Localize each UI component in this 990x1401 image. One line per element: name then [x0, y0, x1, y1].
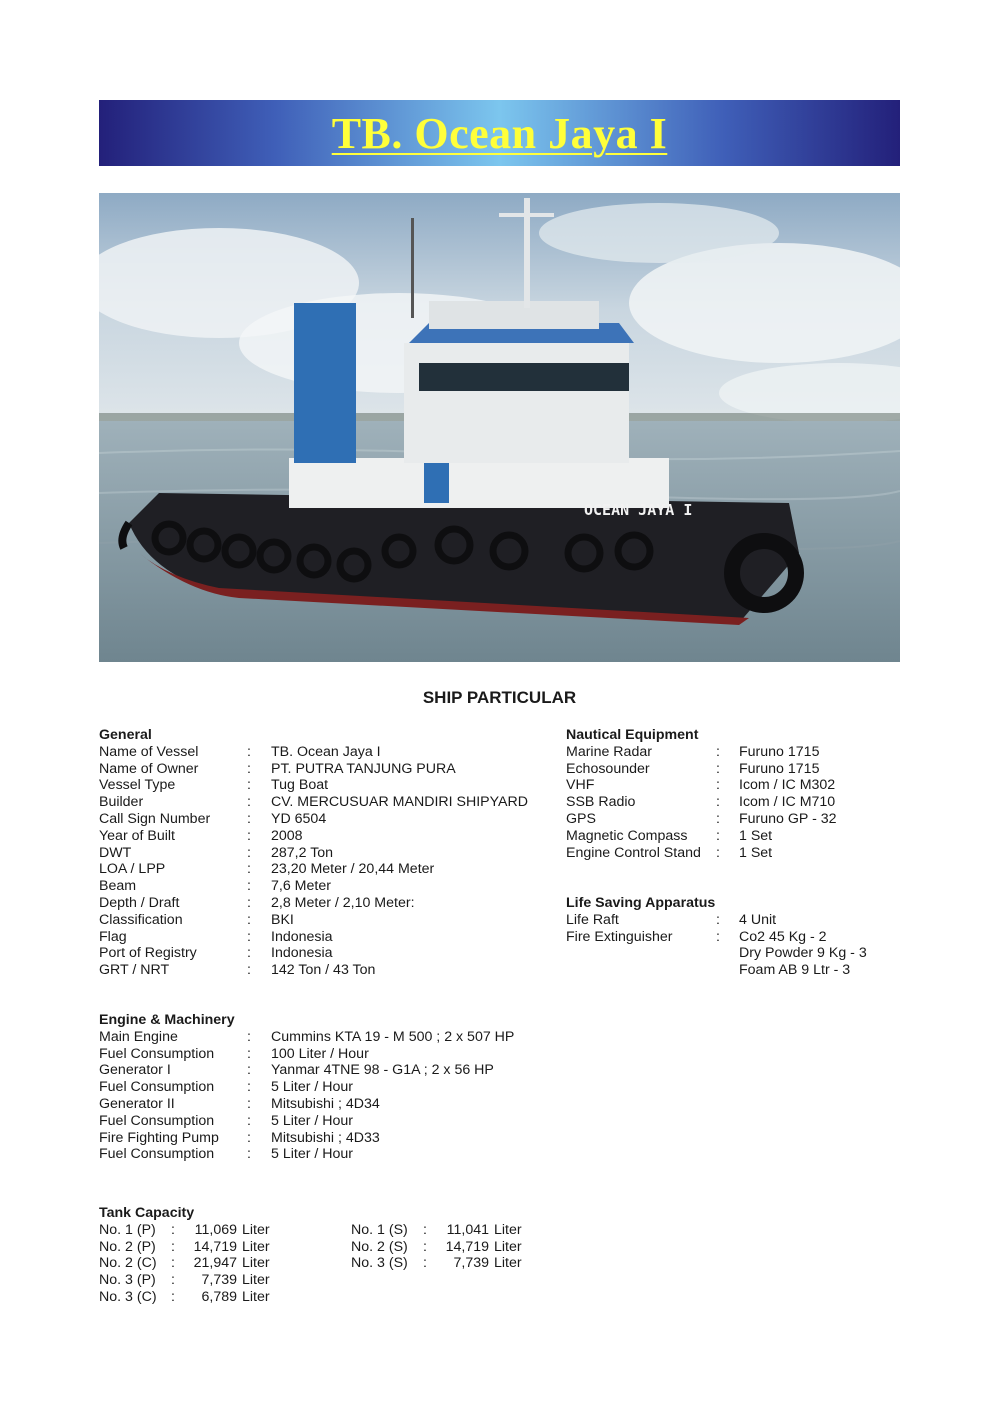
tank-separator: :: [171, 1288, 175, 1305]
spec-row: [99, 1079, 514, 1096]
spec-separator: :: [247, 743, 251, 760]
spec-separator: :: [716, 743, 720, 760]
tank-unit: Liter: [494, 1238, 522, 1255]
spec-separator: :: [247, 1146, 251, 1163]
tank-right-column: [351, 1222, 603, 1306]
tank-capacity-section: [99, 1205, 603, 1306]
spec-label: Fuel Consumption: [99, 1112, 215, 1129]
spec-separator: :: [716, 760, 720, 777]
spec-separator: :: [247, 1028, 251, 1045]
spec-label: Year of Built: [99, 827, 175, 844]
spec-separator: :: [247, 928, 251, 945]
spec-label: Name of Vessel: [99, 743, 199, 760]
spec-separator: :: [247, 810, 251, 827]
tank-label: No. 2 (S): [351, 1238, 408, 1255]
tank-row: [99, 1289, 351, 1306]
spec-label: GPS: [566, 810, 596, 827]
spec-separator: :: [247, 894, 251, 911]
tank-value: 11,041: [446, 1221, 489, 1238]
spec-row: [566, 777, 837, 794]
tank-unit: Liter: [494, 1255, 522, 1272]
tank-unit: Liter: [494, 1221, 522, 1238]
spec-label: Beam: [99, 878, 137, 895]
spec-label: Port of Registry: [99, 945, 197, 962]
spec-value: CV. MERCUSUAR MANDIRI SHIPYARD: [271, 794, 528, 811]
spec-separator: :: [247, 945, 251, 962]
spec-row: [99, 761, 528, 778]
hull-name: OCEAN JAYA I: [584, 501, 693, 519]
spec-value: Furuno GP - 32: [739, 810, 837, 827]
spec-value: Tug Boat: [271, 777, 329, 794]
spec-value: 1 Set: [739, 827, 773, 844]
engine-heading: Engine & Machinery: [99, 1012, 235, 1028]
spec-row: [99, 1130, 514, 1147]
tank-label: No. 1 (S): [351, 1221, 408, 1238]
spec-row: [566, 945, 867, 962]
spec-value: 287,2 Ton: [271, 844, 334, 861]
general-rows: [99, 744, 528, 979]
spec-value: 2,8 Meter / 2,10 Meter:: [271, 894, 415, 911]
spec-label: Fire Fighting Pump: [99, 1129, 219, 1146]
spec-separator: :: [247, 861, 251, 878]
spec-row: [99, 845, 528, 862]
spec-label: Fuel Consumption: [99, 1146, 215, 1163]
spec-row: [99, 811, 528, 828]
tank-value: 21,947: [193, 1255, 237, 1272]
spec-row: [99, 1062, 514, 1079]
nautical-section: [566, 727, 837, 861]
spec-value: YD 6504: [271, 810, 327, 827]
spec-row: [99, 962, 528, 979]
tank-value: 14,719: [445, 1238, 489, 1255]
spec-label: Engine Control Stand: [566, 844, 701, 861]
spec-row: [99, 895, 528, 912]
tank-row: [99, 1222, 351, 1239]
spec-separator: :: [716, 844, 720, 861]
spec-value: Furuno 1715: [739, 743, 820, 760]
spec-row: [566, 962, 867, 979]
tank-separator: :: [171, 1221, 175, 1238]
tank-unit: Liter: [242, 1288, 270, 1305]
spec-label: Magnetic Compass: [566, 827, 688, 844]
spec-label: SSB Radio: [566, 794, 636, 811]
tank-separator: :: [423, 1255, 427, 1272]
spec-separator: :: [716, 928, 720, 945]
spec-row: [566, 811, 837, 828]
spec-label: GRT / NRT: [99, 962, 170, 979]
spec-value: 5 Liter / Hour: [271, 1112, 354, 1129]
tank-label: No. 2 (C): [99, 1255, 157, 1272]
title-banner: [99, 100, 900, 166]
spec-value: TB. Ocean Jaya I: [271, 743, 381, 760]
spec-row: [566, 845, 837, 862]
spec-label: Fire Extinguisher: [566, 928, 673, 945]
spec-label: Marine Radar: [566, 743, 652, 760]
spec-value: Mitsubishi ; 4D34: [271, 1095, 380, 1112]
tank-label: No. 3 (C): [99, 1288, 157, 1305]
general-section: [99, 727, 528, 979]
general-heading: General: [99, 727, 152, 743]
spec-value: 100 Liter / Hour: [271, 1045, 369, 1062]
spec-row: [566, 761, 837, 778]
spec-separator: :: [247, 962, 251, 979]
spec-value: 1 Set: [739, 844, 773, 861]
tank-label: No. 3 (S): [351, 1255, 408, 1272]
spec-value: 142 Ton / 43 Ton: [271, 962, 376, 979]
spec-row: [99, 1096, 514, 1113]
nautical-heading: Nautical Equipment: [566, 727, 699, 743]
tank-unit: Liter: [242, 1221, 270, 1238]
spec-separator: :: [247, 1112, 251, 1129]
spec-label: Depth / Draft: [99, 894, 180, 911]
spec-value: 7,6 Meter: [271, 878, 331, 895]
tank-label: No. 1 (P): [99, 1221, 156, 1238]
tank-value: 7,739: [201, 1272, 237, 1289]
tank-row: [351, 1255, 603, 1272]
spec-value: 5 Liter / Hour: [271, 1146, 354, 1163]
spec-separator: :: [247, 844, 251, 861]
spec-value: Indonesia: [271, 928, 333, 945]
spec-value: Cummins KTA 19 - M 500 ; 2 x 507 HP: [271, 1028, 515, 1045]
spec-row: [99, 1146, 514, 1163]
spec-separator: :: [247, 760, 251, 777]
life-saving-rows: [566, 912, 867, 979]
spec-label: Generator I: [99, 1062, 171, 1079]
tank-separator: :: [171, 1255, 175, 1272]
spec-value: 5 Liter / Hour: [271, 1079, 354, 1096]
spec-label: Classification: [99, 911, 183, 928]
spec-separator: :: [247, 911, 251, 928]
spec-label: VHF: [566, 777, 595, 794]
spec-label: Fuel Consumption: [99, 1079, 215, 1096]
spec-row: [99, 912, 528, 929]
spec-row: [99, 828, 528, 845]
tank-value: 11,069: [194, 1221, 237, 1238]
tank-value: 6,789: [201, 1288, 237, 1305]
spec-value: 23,20 Meter / 20,44 Meter: [271, 861, 435, 878]
spec-row: [566, 929, 867, 946]
spec-row: [99, 1046, 514, 1063]
spec-row: [99, 777, 528, 794]
spec-value: PT. PUTRA TANJUNG PURA: [271, 760, 456, 777]
spec-separator: :: [247, 777, 251, 794]
spec-value: Icom / IC M710: [739, 794, 836, 811]
spec-label: DWT: [99, 844, 132, 861]
vessel-photo: [99, 193, 900, 662]
spec-separator: :: [716, 794, 720, 811]
spec-label: Generator II: [99, 1095, 175, 1112]
spec-row: [99, 929, 528, 946]
spec-separator: :: [247, 878, 251, 895]
engine-section: [99, 1012, 514, 1163]
spec-separator: :: [247, 1062, 251, 1079]
vessel-title: TB. Ocean Jaya I: [331, 108, 668, 158]
spec-row: [99, 861, 528, 878]
spec-separator: :: [247, 1129, 251, 1146]
spec-value: Yanmar 4TNE 98 - G1A ; 2 x 56 HP: [271, 1062, 494, 1079]
spec-label: Main Engine: [99, 1028, 178, 1045]
spec-value: Co2 45 Kg - 2: [739, 928, 827, 945]
tank-row: [351, 1239, 603, 1256]
life-saving-section: [566, 895, 867, 979]
spec-label: Flag: [99, 928, 127, 945]
tank-label: No. 3 (P): [99, 1272, 156, 1289]
spec-row: [99, 945, 528, 962]
spec-value: BKI: [271, 911, 294, 928]
spec-separator: :: [716, 810, 720, 827]
spec-label: Name of Owner: [99, 760, 199, 777]
tank-value: 7,739: [453, 1255, 489, 1272]
tank-separator: :: [171, 1238, 175, 1255]
spec-row: [99, 1113, 514, 1130]
spec-label: Vessel Type: [99, 777, 176, 794]
tank-heading: Tank Capacity: [99, 1205, 195, 1221]
spec-label: Life Raft: [566, 911, 619, 928]
tank-unit: Liter: [242, 1272, 270, 1289]
spec-row: [99, 878, 528, 895]
spec-row: [99, 794, 528, 811]
spec-value: Mitsubishi ; 4D33: [271, 1129, 380, 1146]
spec-separator: :: [716, 777, 720, 794]
spec-label: Fuel Consumption: [99, 1045, 215, 1062]
spec-row: [566, 744, 837, 761]
spec-separator: :: [247, 1079, 251, 1096]
tank-row: [99, 1255, 351, 1272]
spec-row: [99, 1029, 514, 1046]
tank-separator: :: [171, 1272, 175, 1289]
tank-label: No. 2 (P): [99, 1238, 156, 1255]
spec-value: Indonesia: [271, 945, 333, 962]
spec-value: 4 Unit: [739, 911, 777, 928]
spec-label: Echosounder: [566, 760, 650, 777]
spec-value: Dry Powder 9 Kg - 3: [739, 945, 867, 962]
spec-separator: :: [247, 827, 251, 844]
engine-rows: [99, 1029, 514, 1163]
spec-label: Call Sign Number: [99, 810, 211, 827]
spec-value: 2008: [271, 827, 303, 844]
tank-row: [351, 1222, 603, 1239]
spec-label: LOA / LPP: [99, 861, 166, 878]
tank-unit: Liter: [242, 1238, 270, 1255]
spec-separator: :: [716, 827, 720, 844]
spec-value: Foam AB 9 Ltr - 3: [739, 962, 851, 979]
tank-left-column: [99, 1222, 351, 1306]
spec-value: Furuno 1715: [739, 760, 820, 777]
tank-row: [99, 1272, 351, 1289]
spec-value: Icom / IC M302: [739, 777, 836, 794]
tank-value: 14,719: [193, 1238, 237, 1255]
spec-separator: :: [247, 1095, 251, 1112]
spec-separator: :: [247, 794, 251, 811]
spec-row: [99, 744, 528, 761]
spec-row: [566, 828, 837, 845]
tank-separator: :: [423, 1238, 427, 1255]
spec-separator: :: [247, 1045, 251, 1062]
spec-row: [566, 912, 867, 929]
section-title: SHIP PARTICULAR: [422, 688, 577, 707]
tank-unit: Liter: [242, 1255, 270, 1272]
life-saving-heading: Life Saving Apparatus: [566, 895, 716, 911]
tank-row: [99, 1239, 351, 1256]
spec-separator: :: [716, 911, 720, 928]
spec-label: Builder: [99, 794, 144, 811]
nautical-rows: [566, 744, 837, 862]
spec-row: [566, 794, 837, 811]
tank-separator: :: [423, 1221, 427, 1238]
